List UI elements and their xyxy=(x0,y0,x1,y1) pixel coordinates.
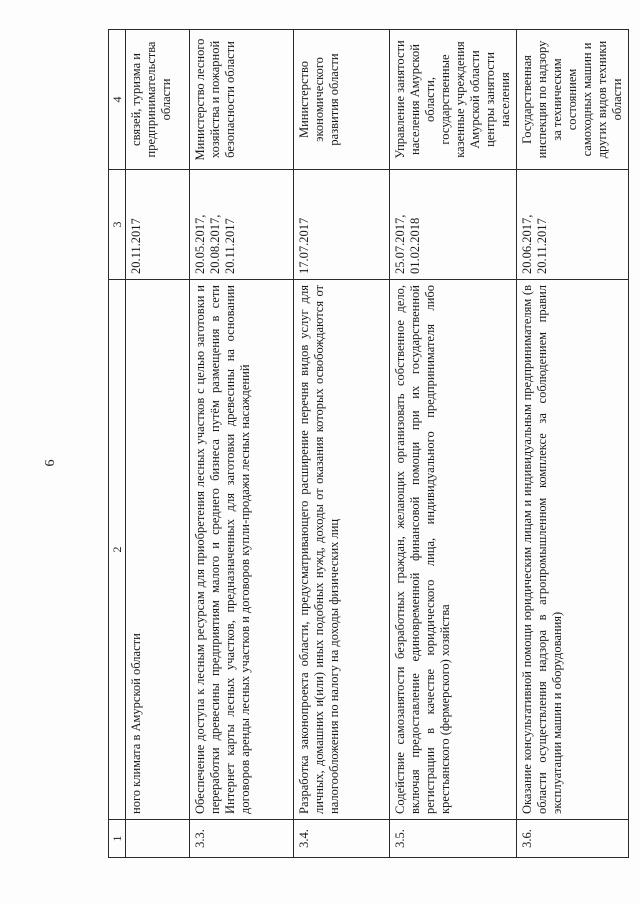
row-organization: Министерство лесного хозяйства и пожарной безопасности области xyxy=(190,30,294,170)
row-number: 3.6. xyxy=(517,820,629,858)
table-row xyxy=(517,30,629,858)
row-organization: Государственная инспекция по надзору за техническим состоянием самоходных машин и других видов техники области xyxy=(517,30,629,170)
row-dates: 17.07.2017 xyxy=(294,170,390,280)
header-col-3: 3 xyxy=(109,170,126,280)
row-number: 3.3. xyxy=(190,820,294,858)
row-task: Разработка законопроекта области, предусматривающего расширение перечня видов услуг для личных, домашних и(или) иных подобных нужд, доходы от оказания которых освобождаются от налогообложения по налогу на доходы физических лиц xyxy=(294,280,390,820)
row-number xyxy=(126,820,190,858)
row-number: 3.4. xyxy=(294,820,390,858)
header-col-2: 2 xyxy=(109,280,126,820)
measures-table xyxy=(108,29,629,858)
row-organization: Министерство экономического развития области xyxy=(294,30,390,170)
row-task: Оказание консультативной помощи юридическим лицам и индивидуальным предпринимателям (в области осуществления надзора в агропромышленном комплексе за соблюдением правил эксплуатации машин и оборудования) xyxy=(517,280,629,820)
table-row xyxy=(126,30,190,858)
row-organization: связей, туризма и предпринимательства области xyxy=(126,30,190,170)
rotated-table-wrapper xyxy=(108,30,624,858)
header-col-1: 1 xyxy=(109,820,126,858)
row-number: 3.5. xyxy=(390,820,517,858)
table-row xyxy=(390,30,517,858)
row-task: ного климата в Амурской области xyxy=(126,280,190,820)
row-task: Содействие самозанятости безработных граждан, желающих организовать собственное дело, включая предоставление единовременной финансовой помощи при их государственной регистрации в качестве юридического лица, индивидуального предпринимателя либо крестьянского (фермерского) хозяйства xyxy=(390,280,517,820)
row-organization: Управление занятости населения Амурской области, государственные казенные учреждения Амурской области центры занятости населения xyxy=(390,30,517,170)
row-task: Обеспечение доступа к лесным ресурсам для приобретения лесных участков с целью заготовки и переработки древесины предприятиям малого и среднего бизнеса путём размещения в сети Интернет карты лесных участков, предназначенных для заготовки древесины на основании договоров аренды лесных участков и договоров купли-продажи лесных насаждений xyxy=(190,280,294,820)
table-header-row xyxy=(109,30,126,858)
row-dates: 20.11.2017 xyxy=(126,170,190,280)
row-dates: 25.07.2017, 01.02.2018 xyxy=(390,170,517,280)
row-dates: 20.05.2017, 20.08.2017, 20.11.2017 xyxy=(190,170,294,280)
table-row xyxy=(190,30,294,858)
page-number: 6 xyxy=(43,459,58,467)
table-row xyxy=(294,30,390,858)
row-dates: 20.06.2017, 20.11.2017 xyxy=(517,170,629,280)
header-col-4: 4 xyxy=(109,30,126,170)
